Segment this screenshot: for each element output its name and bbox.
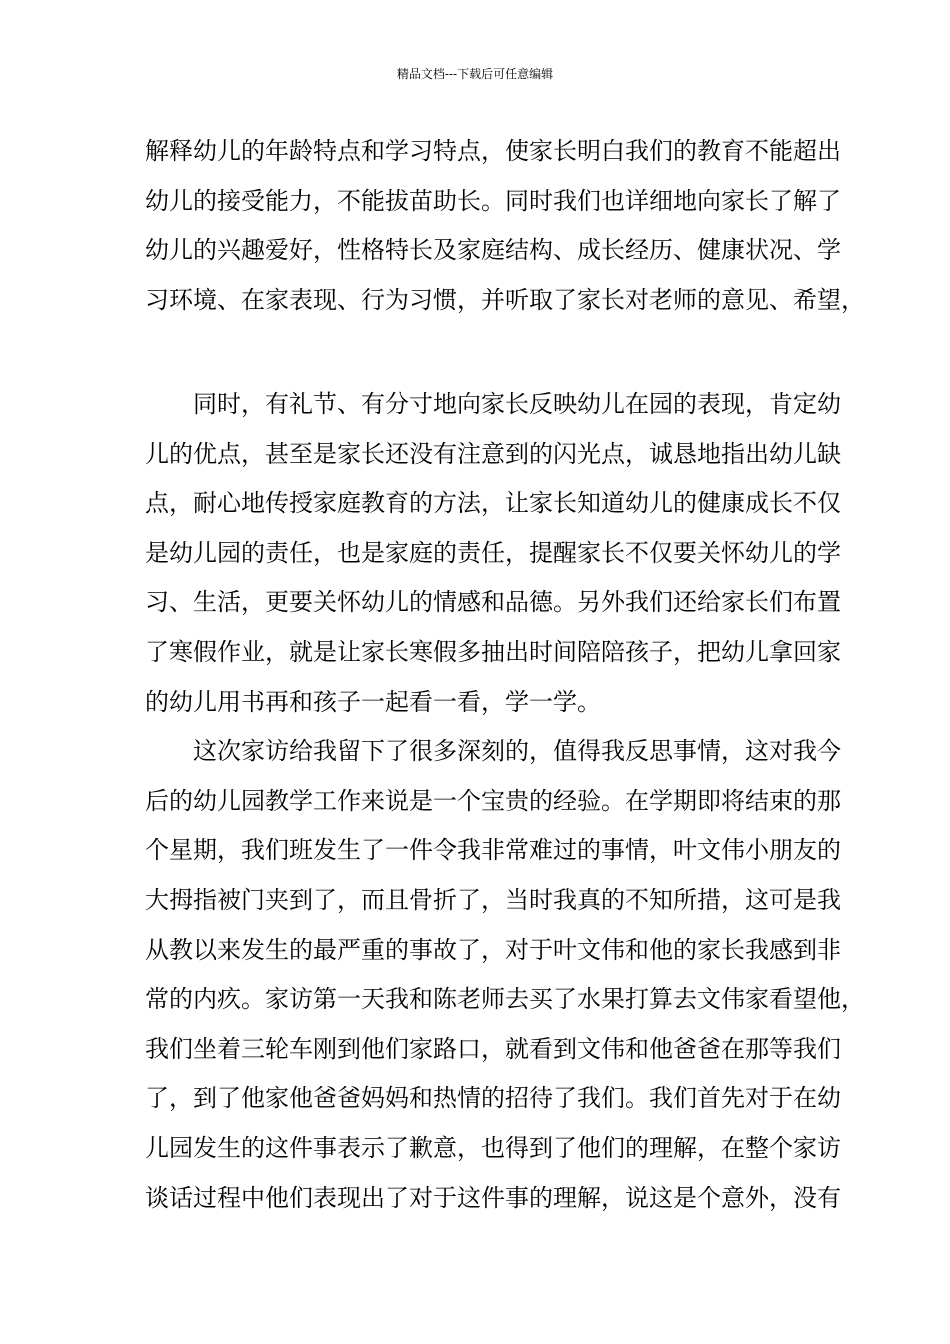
text-line: 这次家访给我留下了很多深刻的，值得我反思事情，这对我今 — [145, 737, 841, 766]
text-line: 幼儿的接受能力，不能拔苗助长。同时我们也详细地向家长了解了 — [145, 186, 841, 215]
text-line: 从教以来发生的最严重的事故了，对于叶文伟和他的家长我感到非 — [145, 935, 841, 964]
paragraph-1 — [145, 127, 865, 325]
text-line: 谈话过程中他们表现出了对于这件事的理解，说这是个意外，没有 — [145, 1183, 841, 1212]
text-line: 的幼儿用书再和孩子一起看一看，学一学。 — [145, 687, 601, 716]
text-line: 解释幼儿的年龄特点和学习特点，使家长明白我们的教育不能超出 — [145, 137, 841, 165]
text-line: 个星期，我们班发生了一件令我非常难过的事情，叶文伟小朋友的 — [145, 836, 841, 865]
text-line: 点，耐心地传授家庭教育的方法，让家长知道幼儿的健康成长不仅 — [145, 489, 841, 518]
text-line: 是幼儿园的责任，也是家庭的责任，提醒家长不仅要关怀幼儿的学 — [145, 538, 841, 567]
text-line: 了寒假作业，就是让家长寒假多抽出时间陪陪孩子，把幼儿拿回家 — [145, 637, 841, 666]
text-line: 儿园发生的这件事表示了歉意，也得到了他们的理解，在整个家访 — [145, 1133, 841, 1162]
text-line: 我们坐着三轮车刚到他们家路口，就看到文伟和他爸爸在那等我们 — [145, 1034, 841, 1063]
paragraph-2-and-3 — [145, 380, 865, 1223]
text-line: 习、生活，更要关怀幼儿的情感和品德。另外我们还给家长们布置 — [145, 588, 841, 617]
text-line: 了，到了他家他爸爸妈妈和热情的招待了我们。我们首先对于在幼 — [145, 1084, 841, 1113]
text-line: 后的幼儿园教学工作来说是一个宝贵的经验。在学期即将结束的那 — [145, 786, 841, 815]
text-line: 儿的优点，甚至是家长还没有注意到的闪光点，诚恳地指出幼儿缺 — [145, 439, 841, 468]
text-line: 常的内疚。家访第一天我和陈老师去买了水果打算去文伟家看望他， — [145, 985, 865, 1014]
text-line: 幼儿的兴趣爱好，性格特长及家庭结构、成长经历、健康状况、学 — [145, 236, 841, 265]
text-line: 同时，有礼节、有分寸地向家长反映幼儿在园的表现，肯定幼 — [145, 390, 841, 418]
text-line: 大拇指被门夹到了，而且骨折了，当时我真的不知所措，这可是我 — [145, 885, 841, 914]
text-line: 习环境、在家表现、行为习惯，并听取了家长对老师的意见、希望， — [145, 285, 865, 314]
page-header: 精品文档---下载后可任意编辑 — [396, 67, 554, 81]
